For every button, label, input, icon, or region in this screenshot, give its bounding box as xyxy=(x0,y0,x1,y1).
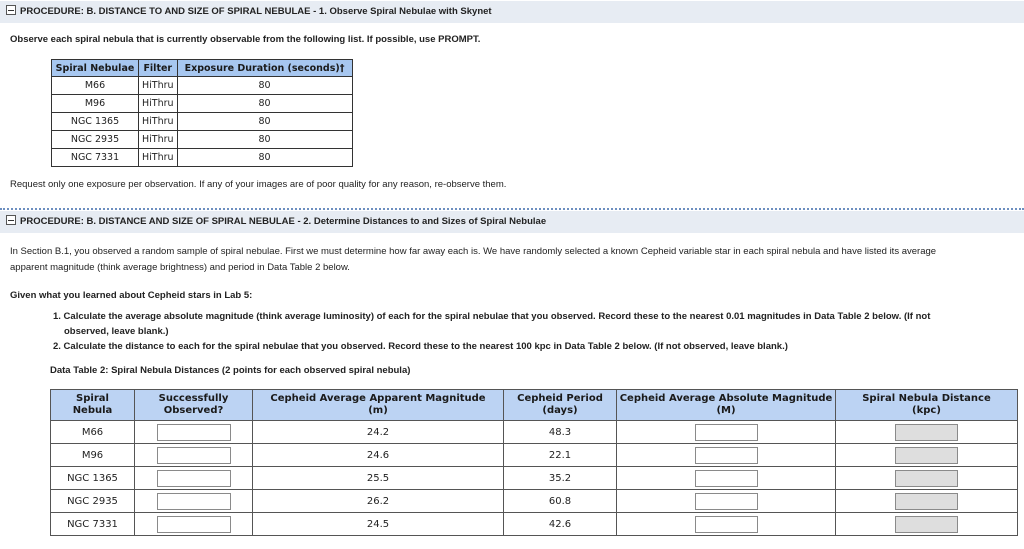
table-row xyxy=(51,467,1018,490)
cell-nebula: NGC 1365 xyxy=(51,467,135,490)
absolute-magnitude-input[interactable] xyxy=(695,493,758,510)
cell-nebula: M66 xyxy=(52,77,139,95)
cell-exposure: 80 xyxy=(177,95,352,113)
cell-nebula: NGC 2935 xyxy=(51,490,135,513)
col-header-exposure: Exposure Duration (seconds)† xyxy=(177,60,352,77)
distance-input[interactable] xyxy=(895,470,958,487)
cell-distance xyxy=(836,444,1018,467)
cell-nebula: NGC 7331 xyxy=(52,149,139,167)
cell-apparent: 25.5 xyxy=(253,467,504,490)
col-header-nebula: Spiral Nebula xyxy=(51,390,135,421)
data-table-2 xyxy=(50,389,1018,536)
distance-input[interactable] xyxy=(895,447,958,464)
cell-period: 60.8 xyxy=(504,490,617,513)
step-2: 2. Calculate the distance to each for the spiral nebulae that you observed. Record these to the nearest 100 kpc in Data Table 2 below. (If not observed, leave blank.) xyxy=(53,341,788,352)
cell-filter: HiThru xyxy=(139,149,178,167)
section2-header[interactable] xyxy=(0,211,1024,233)
table-row xyxy=(51,490,1018,513)
cell-filter: HiThru xyxy=(139,95,178,113)
cell-distance xyxy=(836,421,1018,444)
cell-absolute xyxy=(617,513,836,536)
observed-input[interactable] xyxy=(157,470,231,487)
cell-period: 42.6 xyxy=(504,513,617,536)
col-header-absolute: Cepheid Average Absolute Magnitude (M) xyxy=(617,390,836,421)
table-row xyxy=(52,131,353,149)
section2-intro xyxy=(10,244,936,276)
instructions-list xyxy=(53,309,1013,354)
cell-apparent: 24.5 xyxy=(253,513,504,536)
cell-observed xyxy=(135,467,253,490)
section-divider xyxy=(0,208,1024,210)
distance-input[interactable] xyxy=(895,516,958,533)
absolute-magnitude-input[interactable] xyxy=(695,424,758,441)
table-row xyxy=(52,149,353,167)
cell-apparent: 26.2 xyxy=(253,490,504,513)
col-header-filter: Filter xyxy=(139,60,178,77)
cell-nebula: NGC 1365 xyxy=(52,113,139,131)
cell-absolute xyxy=(617,490,836,513)
absolute-magnitude-input[interactable] xyxy=(695,470,758,487)
collapse-icon[interactable] xyxy=(6,215,16,225)
col-header-apparent: Cepheid Average Apparent Magnitude (m) xyxy=(253,390,504,421)
section1-header-title: Observe Spiral Nebulae with Skynet xyxy=(329,6,492,17)
table-row xyxy=(52,113,353,131)
absolute-magnitude-input[interactable] xyxy=(695,447,758,464)
cell-period: 35.2 xyxy=(504,467,617,490)
cell-filter: HiThru xyxy=(139,131,178,149)
observed-input[interactable] xyxy=(157,516,231,533)
col-header-nebulae: Spiral Nebulae xyxy=(52,60,139,77)
cell-exposure: 80 xyxy=(177,77,352,95)
cell-nebula: M66 xyxy=(51,421,135,444)
data-table-title: Data Table 2: Spiral Nebula Distances (2 points for each observed spiral nebula) xyxy=(50,365,411,376)
cell-observed xyxy=(135,513,253,536)
section2-header-title: Determine Distances to and Sizes of Spiral Nebulae xyxy=(313,216,547,227)
step-1-cont: observed, leave blank.) xyxy=(64,326,169,337)
cell-absolute xyxy=(617,421,836,444)
observed-input[interactable] xyxy=(157,424,231,441)
intro-line: apparent magnitude (think average brightness) and period in Data Table 2 below. xyxy=(10,262,350,273)
observed-input[interactable] xyxy=(157,447,231,464)
section2-header-prefix: PROCEDURE: B. DISTANCE AND SIZE OF SPIRAL NEBULAE - 2. xyxy=(20,216,312,227)
given-text: Given what you learned about Cepheid stars in Lab 5: xyxy=(10,290,253,301)
table-row xyxy=(52,77,353,95)
cell-distance xyxy=(836,467,1018,490)
cell-nebula: NGC 7331 xyxy=(51,513,135,536)
cell-observed xyxy=(135,421,253,444)
cell-observed xyxy=(135,490,253,513)
cell-nebula: M96 xyxy=(52,95,139,113)
cell-filter: HiThru xyxy=(139,113,178,131)
cell-distance xyxy=(836,513,1018,536)
section1-header[interactable] xyxy=(0,1,1024,23)
intro-line: In Section B.1, you observed a random sample of spiral nebulae. First we must determine how far away each is. We have randomly selected a known Cepheid variable star in each spiral nebula and have listed its average xyxy=(10,246,937,257)
col-header-period: Cepheid Period (days) xyxy=(504,390,617,421)
section1-instruction: Observe each spiral nebula that is currently observable from the following list. If possible, use PROMPT. xyxy=(10,34,481,45)
distance-input[interactable] xyxy=(895,493,958,510)
absolute-magnitude-input[interactable] xyxy=(695,516,758,533)
table-row xyxy=(51,444,1018,467)
cell-exposure: 80 xyxy=(177,149,352,167)
cell-absolute xyxy=(617,467,836,490)
table-row xyxy=(51,513,1018,536)
col-header-observed: Successfully Observed? xyxy=(135,390,253,421)
observation-table xyxy=(51,59,353,167)
collapse-icon[interactable] xyxy=(6,5,16,15)
cell-distance xyxy=(836,490,1018,513)
cell-exposure: 80 xyxy=(177,113,352,131)
cell-exposure: 80 xyxy=(177,131,352,149)
section1-header-prefix: PROCEDURE: B. DISTANCE TO AND SIZE OF SPIRAL NEBULAE - 1. xyxy=(20,6,327,17)
table-header-row xyxy=(51,390,1018,421)
cell-apparent: 24.2 xyxy=(253,421,504,444)
step-1: 1. Calculate the average absolute magnitude (think average luminosity) of each for the spiral nebulae that you observed. Record these to the nearest 0.01 magnitudes in Data Table 2 below. (If not xyxy=(53,311,931,322)
cell-observed xyxy=(135,444,253,467)
cell-nebula: NGC 2935 xyxy=(52,131,139,149)
cell-period: 22.1 xyxy=(504,444,617,467)
cell-filter: HiThru xyxy=(139,77,178,95)
cell-absolute xyxy=(617,444,836,467)
col-header-distance: Spiral Nebula Distance (kpc) xyxy=(836,390,1018,421)
observed-input[interactable] xyxy=(157,493,231,510)
table-row xyxy=(52,95,353,113)
cell-apparent: 24.6 xyxy=(253,444,504,467)
table-header-row xyxy=(52,60,353,77)
table-row xyxy=(51,421,1018,444)
cell-period: 48.3 xyxy=(504,421,617,444)
cell-nebula: M96 xyxy=(51,444,135,467)
section1-note: Request only one exposure per observation. If any of your images are of poor quality for any reason, re-observe them. xyxy=(10,179,507,190)
distance-input[interactable] xyxy=(895,424,958,441)
